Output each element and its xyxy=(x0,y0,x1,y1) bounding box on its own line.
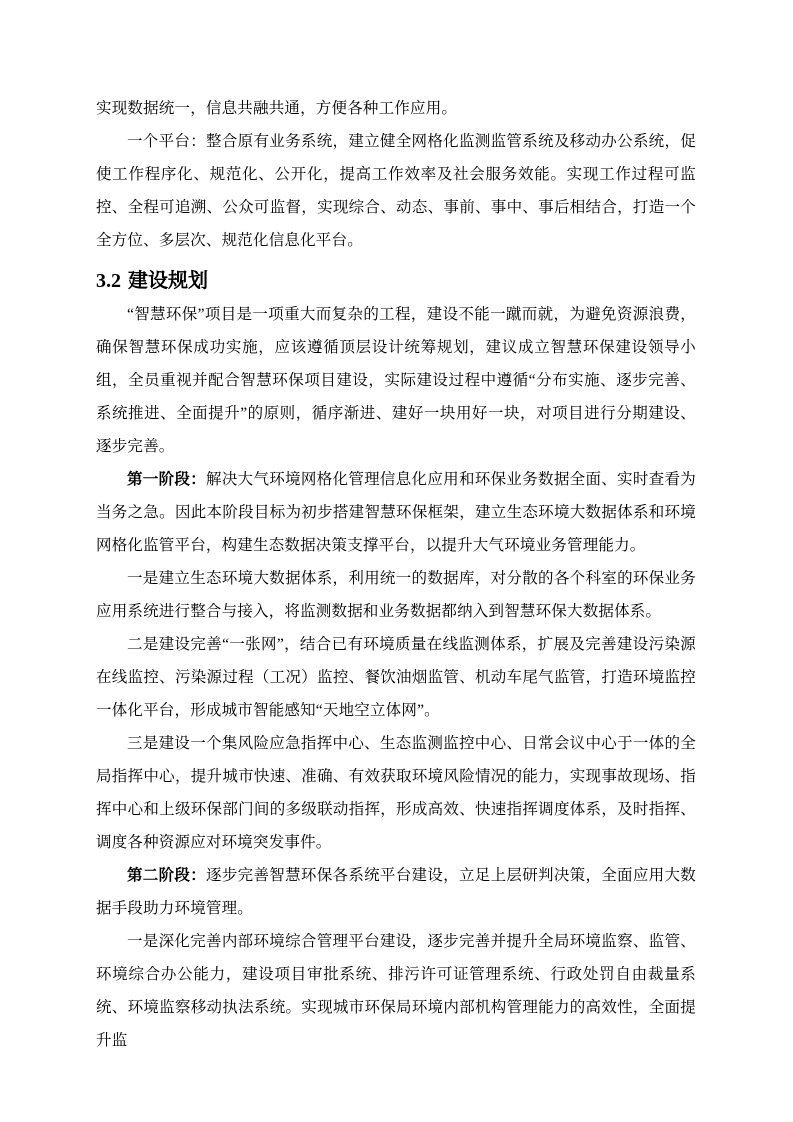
paragraph-text: 一是建立生态环境大数据体系，利用统一的数据库，对分散的各个科室的环保业务应用系统进行整合与接入，将监测数据和业务数据都纳入到智慧环保大数据体系。 xyxy=(96,570,696,620)
paragraph-text: 逐步完善智慧环保各系统平台建设，立足上层研判决策，全面应用大数据手段助力环境管理。 xyxy=(96,867,696,917)
paragraph-text: 二是建设完善“一张网”，结合已有环境质量在线监测体系，扩展及完善建设污染源在线监控、污染源过程（工况）监控、餐饮油烟监管、机动车尾气监管，打造环境监控一体化平台，形成城市智能感知“天地空立体网”。 xyxy=(96,636,696,719)
paragraph xyxy=(96,727,696,859)
paragraph-text: 三是建设一个集风险应急指挥中心、生态监测监控中心、日常会议中心于一体的全局指挥中心，提升城市快速、准确、有效获取环境风险情况的能力，实现事故现场、指挥中心和上级环保部门间的多级联动指挥，形成高效、快速指挥调度体系，及时指挥、调度各种资源应对环境突发事件。 xyxy=(96,735,696,851)
paragraph-text: 解决大气环境网格化管理信息化应用和环保业务数据全面、实时查看为当务之急。因此本阶段目标为初步搭建智慧环保框架，建立生态环境大数据体系和环境网格化监管平台，构建生态数据决策支撑平台，以提升大气环境业务管理能力。 xyxy=(96,471,696,554)
paragraph xyxy=(96,859,696,925)
paragraph-lead: 第二阶段： xyxy=(127,867,207,884)
paragraph-text: “智慧环保”项目是一项重大而复杂的工程，建设不能一蹴而就，为避免资源浪费，确保智慧环保成功实施，应该遵循顶层设计统筹规划，建议成立智慧环保建设领导小组，全员重视并配合智慧环保项目建设，实际建设过程中遵循“分布实施、逐步完善、系统推进、全面提升”的原则，循序渐进、建好一块用好一块，对项目进行分期建设、逐步完善。 xyxy=(96,306,696,455)
section-number: 3.2 xyxy=(96,270,121,292)
paragraph xyxy=(96,562,696,628)
paragraph-text: 一是深化完善内部环境综合管理平台建设，逐步完善并提升全局环境监察、监管、环境综合办公能力，建设项目审批系统、排污许可证管理系统、行政处罚自由裁量系统、环境监察移动执法系统。实现城市环保局环境内部机构管理能力的高效性，全面提升监 xyxy=(96,933,696,1049)
section-title: 建设规划 xyxy=(128,270,208,292)
paragraph-text: 实现数据统一，信息共融共通，方便各种工作应用。 xyxy=(96,100,458,117)
paragraph xyxy=(96,125,696,257)
paragraph xyxy=(96,628,696,727)
paragraph-text: 一个平台：整合原有业务系统，建立健全网格化监测监管系统及移动办公系统，促使工作程序化、规范化、公开化，提高工作效率及社会服务效能。实现工作过程可监控、全程可追溯、公众可监督，实现综合、动态、事前、事中、事后相结合，打造一个全方位、多层次、规范化信息化平台。 xyxy=(96,133,696,249)
section-heading xyxy=(96,268,696,294)
paragraph xyxy=(96,463,696,562)
paragraph xyxy=(96,92,696,125)
paragraph xyxy=(96,298,696,463)
paragraph xyxy=(96,925,696,1057)
paragraph-lead: 第一阶段： xyxy=(127,471,207,488)
document-body xyxy=(96,92,696,1057)
